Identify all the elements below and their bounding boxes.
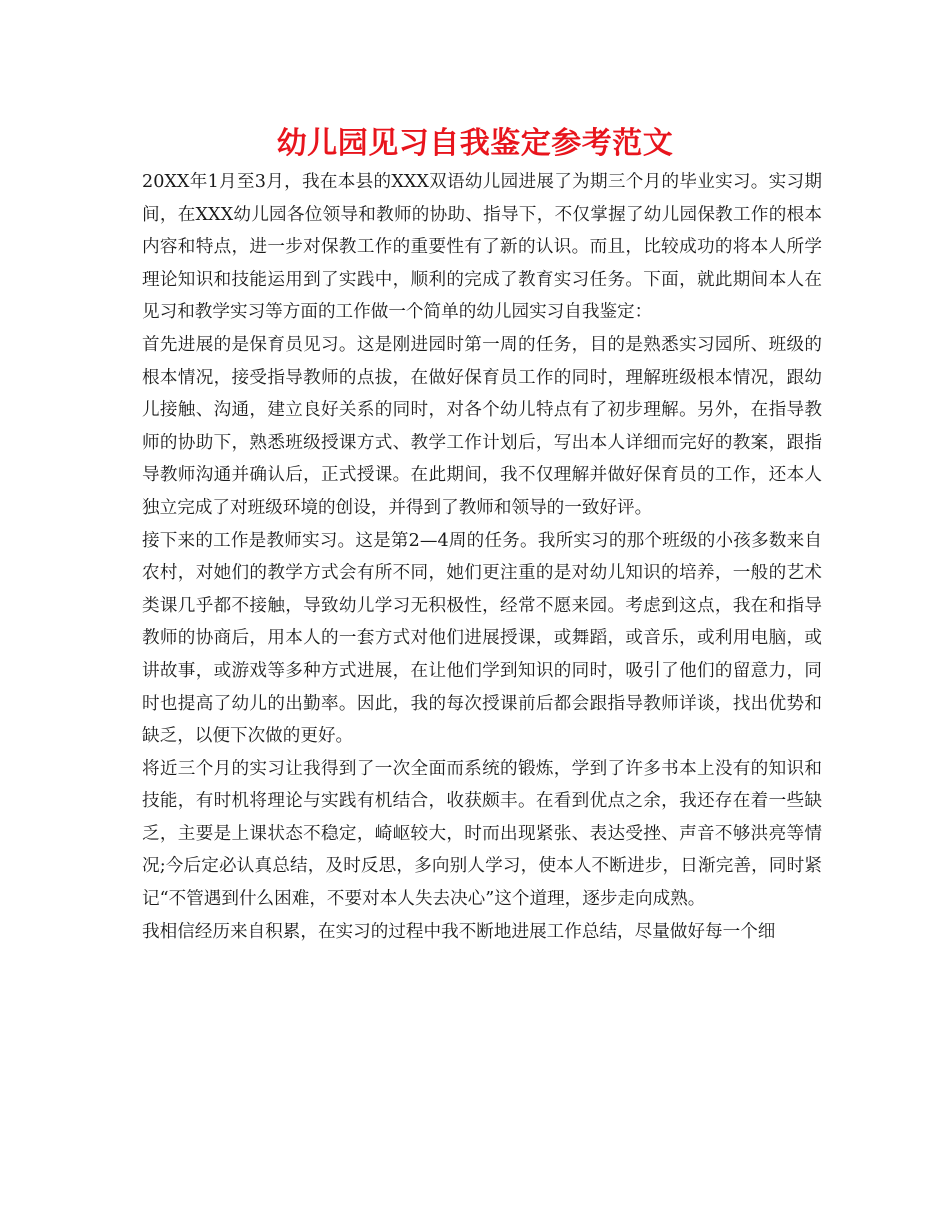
document-title: 幼儿园见习自我鉴定参考范文: [276, 126, 674, 161]
paragraph-intro: 20XX年1月至3月，我在本县的XXX双语幼儿园进展了为期三个月的毕业实习。实习期间，在XXX幼儿园各位领导和教师的协助、指导下，不仅掌握了幼儿园保教工作的根本内容和特点，进一步对保教工作的重要性有了新的认识。而且，比较成功的将本人所学理论知识和技能运用到了实践中，顺利的完成了教育实习任务。下面，就此期间本人在见习和教学实习等方面的工作做一个简单的幼儿园实习自我鉴定：: [142, 172, 822, 323]
paragraph-nursery-assistant: 首先进展的是保育员见习。这是刚进园时第一周的任务，目的是熟悉实习园所、班级的根本情况，接受指导教师的点拔，在做好保育员工作的同时，理解班级根本情况，跟幼儿接触、沟通，建立良好关系的同时，对各个幼儿特点有了初步理解。另外，在指导教师的协助下，熟悉班级授课方式、教学工作计划后，写出本人详细而完好的教案，跟指导教师沟通并确认后，正式授课。在此期间，我不仅理解并做好保育员的工作，还本人独立完成了对班级环境的创设，并得到了教师和领导的一致好评。: [142, 334, 822, 518]
paragraph-closing: 我相信经历来自积累，在实习的过程中我不断地进展工作总结，尽量做好每一个细: [142, 921, 776, 942]
paragraph-reflection: 将近三个月的实习让我得到了一次全面而系统的锻炼，学到了许多书本上没有的知识和技能，有时机将理论与实践有机结合，收获颇丰。在看到优点之余，我还存在着一些缺乏，主要是上课状态不稳定，崎岖较大，时而出现紧张、表达受挫、声音不够洪亮等情况;今后定必认真总结，及时反思，多向别人学习，使本人不断进步，日渐完善，同时紧记“不管遇到什么困难，不要对本人失去决心”这个道理，逐步走向成熟。: [142, 758, 822, 910]
paragraph-teacher-internship: 接下来的工作是教师实习。这是第2—4周的任务。我所实习的那个班级的小孩多数来自农村，对她们的教学方式会有所不同，她们更注重的是对幼儿知识的培养，一般的艺术类课几乎都不接触，导致幼儿学习无积极性，经常不愿来园。考虑到这点，我在和指导教师的协商后，用本人的一套方式对他们进展授课，或舞蹈，或音乐，或利用电脑，或讲故事，或游戏等多种方式进展，在让他们学到知识的同时，吸引了他们的留意力，同时也提高了幼儿的出勤率。因此，我的每次授课前后都会跟指导教师详谈，找出优势和缺乏，以便下次做的更好。: [142, 530, 822, 747]
document-body: [142, 166, 822, 948]
